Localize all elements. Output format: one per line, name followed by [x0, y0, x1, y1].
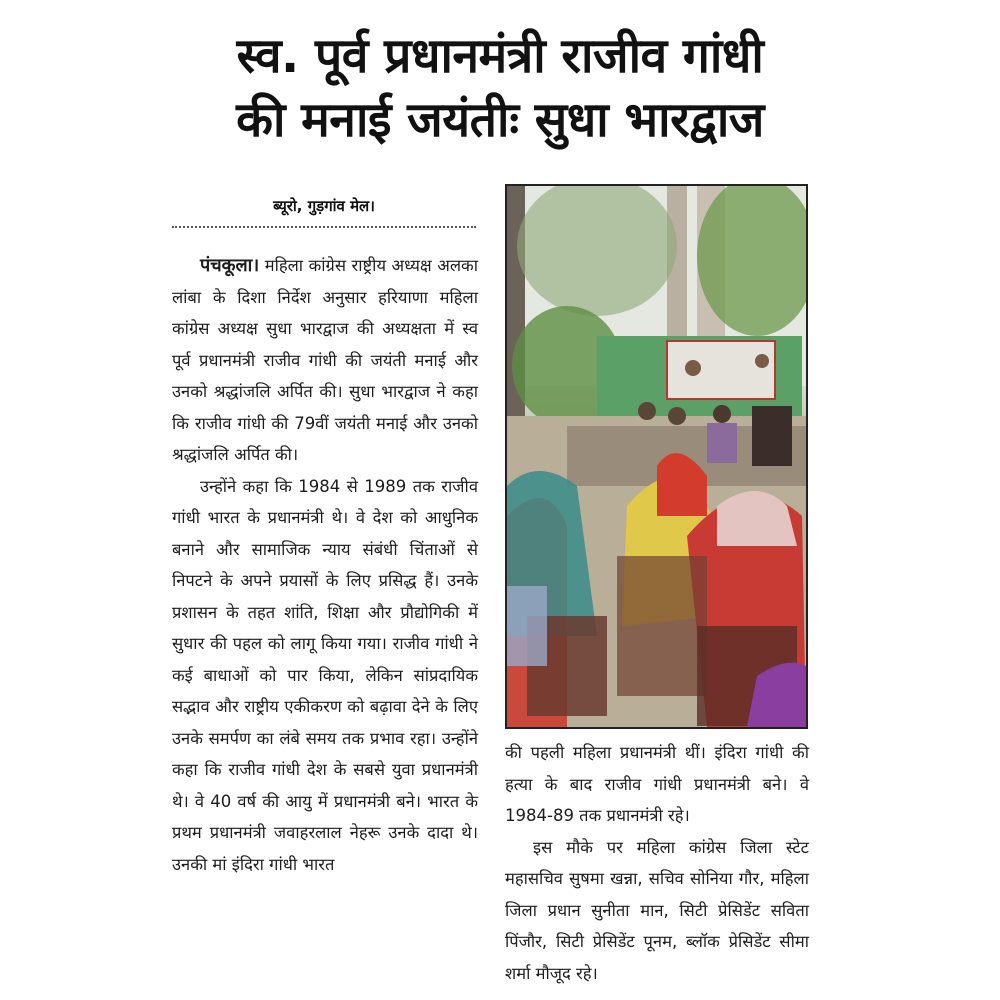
- event-photo-illustration: [507, 186, 806, 727]
- headline-line-1: स्व. पूर्व प्रधानमंत्री राजीव गांधी: [236, 28, 764, 84]
- dateline: पंचकूला।: [200, 255, 260, 276]
- byline-divider: [172, 226, 476, 228]
- paragraph-1: [172, 250, 478, 471]
- paragraph-1-text: महिला कांग्रेस राष्ट्रीय अध्यक्ष अलका लांबा के दिशा निर्देश अनुसार हरियाणा महिला कांग्रेस अध्यक्ष सुधा भारद्वाज की अध्यक्षता में स्व पूर्व प्रधानमंत्री राजीव गांधी की जयंती मनाई और उनको श्रद्धांजलि अर्पित की। सुधा भारद्वाज ने कहा कि राजीव गांधी की 79वीं जयंती मनाई और उनको श्रद्धांजलि अर्पित की।: [172, 256, 479, 464]
- article-column-right: [505, 737, 809, 989]
- paragraph-2: उन्होंने कहा कि 1984 से 1989 तक राजीव गांधी भारत के प्रधानमंत्री थे। वे देश को आधुनिक बनाने और सामाजिक न्याय संबंधी चिंताओं से निपटने के अपने प्रयासों के लिए प्रसिद्ध हैं। उनके प्रशासन के तहत शांति, शिक्षा और प्रौद्योगिकी में सुधार की पहल को लागू किया गया। राजीव गांधी ने कई बाधाओं को पार किया, लेकिन सांप्रदायिक सद्भाव और राष्ट्रीय एकीकरण को बढ़ावा देने के लिए उनके समर्पण का लंबे समय तक प्रभाव रहा। उन्होंने कहा कि राजीव गांधी देश के सबसे युवा प्रधानमंत्री थे। वे 40 वर्ष की आयु में प्रधानमंत्री बने। भारत के प्रथम प्रधानमंत्री जवाहरलाल नेहरू उनके दादा थे। उनकी मां इंदिरा गांधी भारत: [172, 476, 478, 874]
- article-column-left: [172, 250, 478, 880]
- paragraph-2-continued: की पहली महिला प्रधानमंत्री थीं। इंदिरा गांधी की हत्या के बाद राजीव गांधी प्रधानमंत्री बने। वे 1984-89 तक प्रधानमंत्री रहे।: [505, 743, 809, 825]
- paragraph-3: इस मौके पर महिला कांग्रेस जिला स्टेट महासचिव सुषमा खन्ना, सचिव सोनिया गौर, महिला जिला प्रधान सुनीता मान, सिटी प्रेसिडेंट सविता पिंजौर, सिटी प्रेसिडेंट पूनम, ब्लॉक प्रेसिडेंट सीमा शर्मा मौजूद रहे।: [505, 837, 809, 983]
- headline-line-2: की मनाई जयंतीः सुधा भारद्वाज: [236, 92, 764, 148]
- event-photo: [505, 184, 808, 729]
- headline: [0, 24, 1000, 152]
- byline: ब्यूरो, गुड़गांव मेल।: [273, 197, 375, 215]
